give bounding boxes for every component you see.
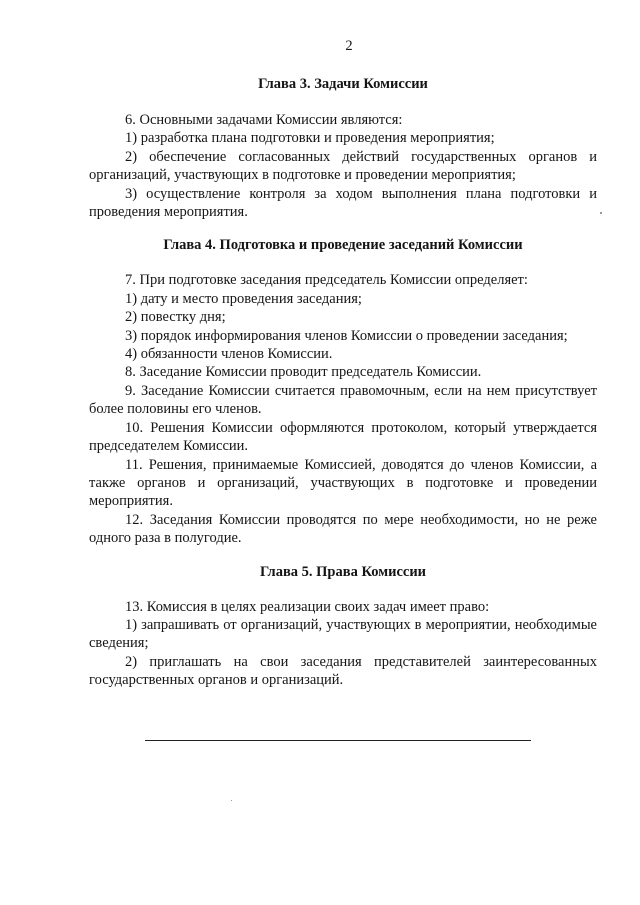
scan-speck [600, 212, 602, 214]
scan-speck [231, 800, 232, 801]
paragraph: 11. Решения, принимаемые Комиссией, доводятся до членов Комиссии, а также органов и организаций, участвующих в подготовке и проведении мероприятия. [89, 456, 597, 510]
page-number: 2 [345, 38, 353, 54]
paragraph: 2) обеспечение согласованных действий государственных органов и организаций, участвующих в подготовке и проведении мероприятия; [89, 148, 597, 184]
paragraph: 1) дату и место проведения заседания; [125, 290, 362, 307]
chapter-3 [89, 75, 597, 221]
chapter-4 [89, 236, 597, 547]
paragraph: 9. Заседание Комиссии считается правомочным, если на нем присутствует более половины его членов. [89, 382, 597, 418]
paragraph: 3) порядок информирования членов Комиссии о проведении заседания; [125, 327, 568, 344]
paragraph: 2) повестку дня; [125, 309, 226, 326]
end-of-document-rule [145, 740, 531, 741]
chapter-5 [89, 563, 597, 690]
paragraph: 6. Основными задачами Комиссии являются: [125, 112, 403, 128]
chapter-heading: Глава 3. Задачи Комиссии [258, 76, 428, 92]
paragraph: 12. Заседания Комиссии проводятся по мере необходимости, но не реже одного раза в полугодие. [89, 511, 597, 547]
paragraph: 2) приглашать на свои заседания представителей заинтересованных государственных органов и организаций. [89, 653, 597, 689]
chapter-heading: Глава 5. Права Комиссии [259, 563, 427, 580]
paragraph: 3) осуществление контроля за ходом выполнения плана подготовки и проведения мероприятия. [89, 185, 597, 221]
paragraph: 10. Решения Комиссии оформляются протоколом, который утверждается председателем Комиссии. [89, 419, 597, 455]
paragraph: 13. Комиссия в целях реализации своих задач имеет право: [125, 598, 490, 615]
chapter-heading: Глава 4. Подготовка и проведение заседаний Комиссии [163, 237, 523, 254]
document-page [89, 38, 597, 690]
paragraph: 8. Заседание Комиссии проводит председатель Комиссии. [125, 364, 482, 381]
paragraph: 1) разработка плана подготовки и проведения мероприятия; [125, 130, 495, 147]
paragraph: 1) запрашивать от организаций, участвующих в мероприятии, необходимые сведения; [89, 616, 597, 652]
paragraph: 7. При подготовке заседания председатель Комиссии определяет: [125, 272, 528, 289]
paragraph: 4) обязанности членов Комиссии. [125, 346, 333, 363]
